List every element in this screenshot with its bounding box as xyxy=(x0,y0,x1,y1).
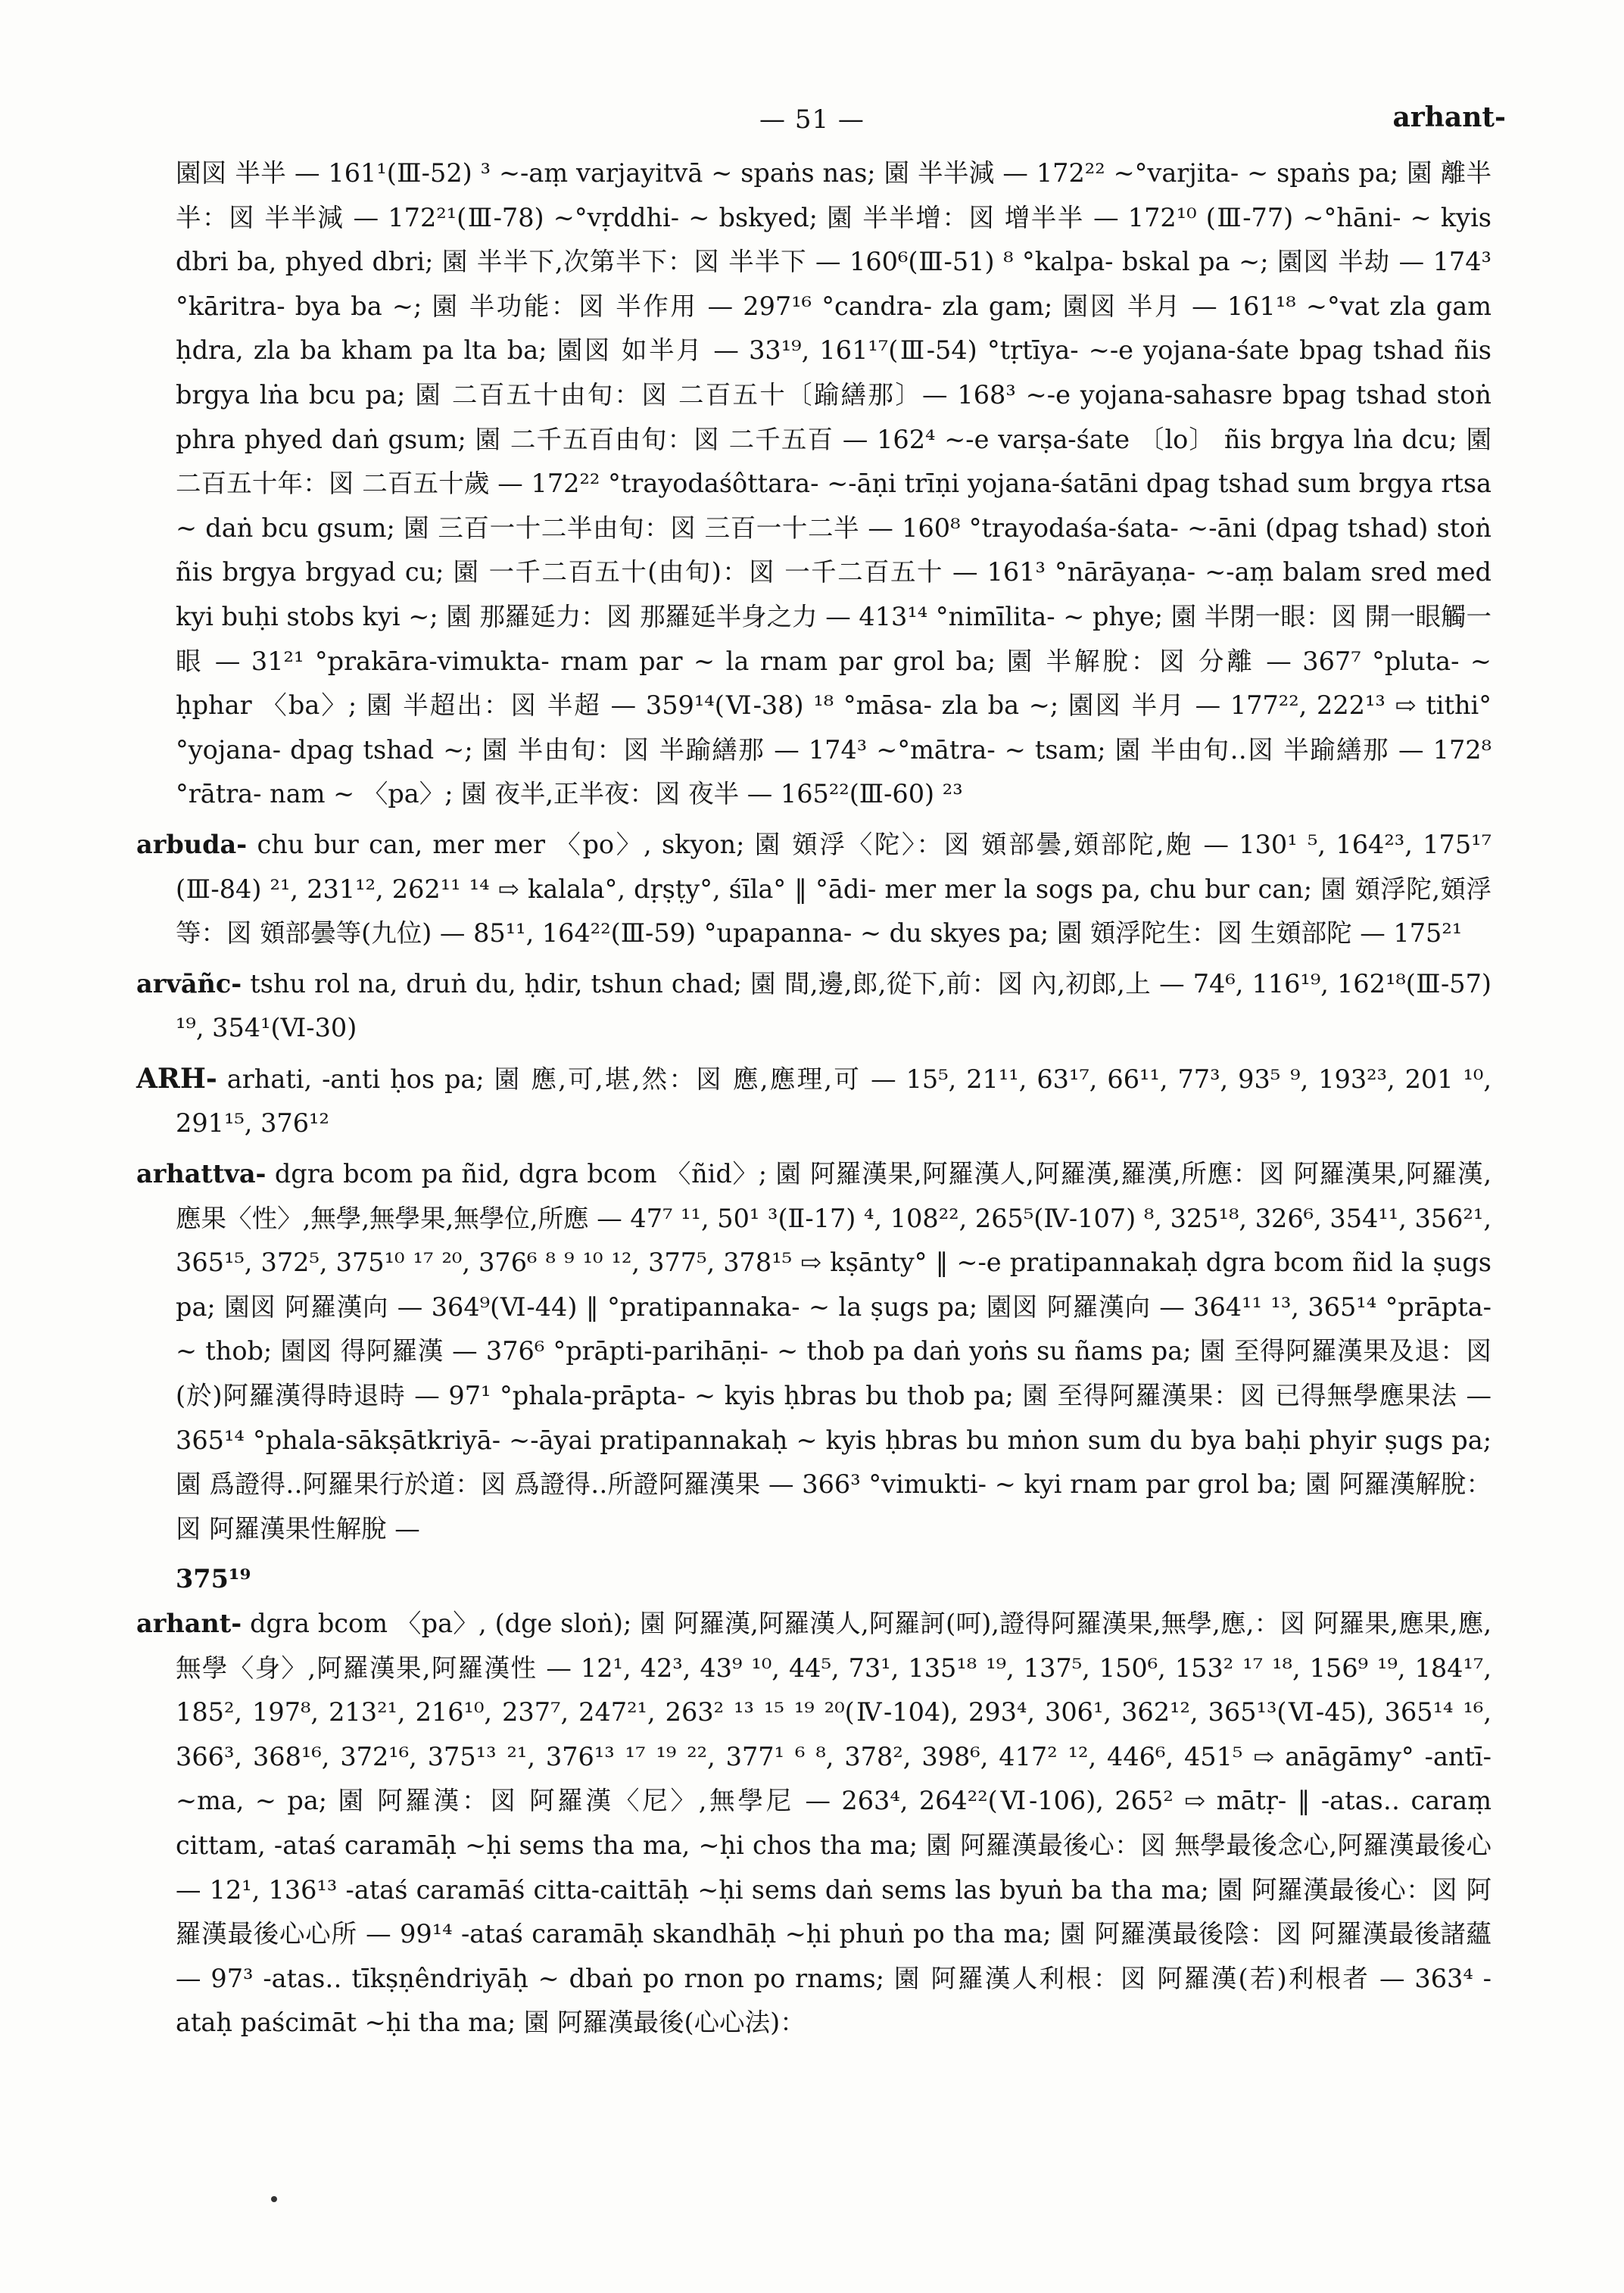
entry-text: chu bur can, mer mer 〈po〉, skyon; 園 頞浮〈陀〉：図 頞部曇,頞部陀,皰 — 130¹ ⁵, 164²³, 175¹⁷ (Ⅲ-84) ²¹, 231¹², 262¹¹ ¹⁴ ⇨ kalala°, dṛṣṭy°, śīla° ‖ °ādi- mer mer la sogs pa, chu bur can; 園 頞浮陀,頞浮等：図 頞部曇等(九位) — 85¹¹, 164²²(Ⅲ-59) °upapanna- ~ du skyes pa; 園 頞浮陀生：図 生頞部陀 — 175²¹ xyxy=(176,829,1492,949)
entry-arh xyxy=(136,1057,1492,1146)
entry-arvanc xyxy=(136,962,1492,1051)
entry-tail-reference: 375¹⁹ xyxy=(176,1564,251,1594)
headword: ARH- xyxy=(136,1062,217,1095)
headword: arbuda- xyxy=(136,829,248,859)
entry-arhattva xyxy=(136,1152,1492,1551)
page-body xyxy=(136,151,1492,2052)
continued-entry-text: 園図 半半 — 161¹(Ⅲ-52) ³ ~-aṃ varjayitvā ~ spaṅs nas; 園 半半減 — 172²² ~°varjita- ~ spaṅs pa; 園 離半半：図 半半減 — 172²¹(Ⅲ-78) ~°vṛddhi- ~ bskyed; 園 半半增：図 增半半 — 172¹⁰ (Ⅲ-77) ~°hāni- ~ kyis dbri ba, phyed dbri; 園 半半下,次第半下：図 半半下 — 160⁶(Ⅲ-51) ⁸ °kalpa- bskal pa ~; 園図 半劫 — 174³ °kāritra- bya ba ~; 園 半功能：図 半作用 — 297¹⁶ °candra- zla gam; 園図 半月 — 161¹⁸ ~°vat zla gam ḥdra, zla ba kham pa lta ba; 園図 如半月 — 33¹⁹, 161¹⁷(Ⅲ-54) °tṛtīya- ~-e yojana-śate bpag tshad ñis brgya lṅa bcu pa; 園 二百五十由旬：図 二百五十〔踰繕那〕— 168³ ~-e yojana-sahasre bpag tshad stoṅ phra phyed daṅ gsum; 園 二千五百由旬：図 二千五百 — 162⁴ ~-e varṣa-śate 〔lo〕 ñis brgya lṅa dcu; 園 二百五十年：図 二百五十歲 — 172²² °trayodaśôttara- ~-āṇi trīṇi yojana-śatāni dpag tshad sum brgya rtsa ~ daṅ bcu gsum; 園 三百一十二半由旬：図 三百一十二半 — 160⁸ °trayodaśa-śata- ~-āni (dpag tshad) stoṅ ñis brgya brgyad cu; 園 一千二百五十(由旬)：図 一千二百五十 — 161³ °nārāyaṇa- ~-aṃ balam sred med kyi buḥi stobs kyi ~; 園 那羅延力：図 那羅延半身之力 — 413¹⁴ °nimīlita- ~ phye; 園 半閉一眼：図 開一眼觸一眼 — 31²¹ °prakāra-vimukta- rnam par ~ la rnam par grol ba; 園 半解脫：図 分離 — 367⁷ °pluta- ~ ḥphar 〈ba〉; 園 半超出：図 半超 — 359¹⁴(Ⅵ-38) ¹⁸ °māsa- zla ba ~; 園図 半月 — 177²², 222¹³ ⇨ tithi° °yojana- dpag tshad ~; 園 半由旬：図 半踰繕那 — 174³ ~°mātra- ~ tsam; 園 半由旬‥図 半踰繕那 — 172⁸ °rātra- nam ~ 〈pa〉; 園 夜半,正半夜：図 夜半 — 165²²(Ⅲ-60) ²³ xyxy=(176,158,1492,809)
headword: arhattva- xyxy=(136,1159,267,1189)
headword: arvāñc- xyxy=(136,968,242,999)
entry-text: dgra bcom pa ñid, dgra bcom 〈ñid〉; 園 阿羅漢果,阿羅漢人,阿羅漢,羅漢,所應：図 阿羅漢果,阿羅漢,應果〈性〉,無學,無學果,無學位,所應 — 47⁷ ¹¹, 50¹ ³(Ⅱ-17) ⁴, 108²², 265⁵(Ⅳ-107) ⁸, 325¹⁸, 326⁶, 354¹¹, 356²¹, 365¹⁵, 372⁵, 375¹⁰ ¹⁷ ²⁰, 376⁶ ⁸ ⁹ ¹⁰ ¹², 377⁵, 378¹⁵ ⇨ kṣānty° ‖ ~-e pratipannakaḥ dgra bcom ñid la ṣugs pa; 園図 阿羅漢向 — 364⁹(Ⅵ-44) ‖ °pratipannaka- ~ la ṣugs pa; 園図 阿羅漢向 — 364¹¹ ¹³, 365¹⁴ °prāpta- ~ thob; 園図 得阿羅漢 — 376⁶ °prāpti-parihāṇi- ~ thob pa daṅ yoṅs su ñams pa; 園 至得阿羅漢果及退：図 (於)阿羅漢得時退時 — 97¹ °phala-prāpta- ~ kyis ḥbras bu thob pa; 園 至得阿羅漢果：図 已得無學應果法 — 365¹⁴ °phala-sākṣātkriyā- ~-āyai pratipannakaḥ ~ kyis ḥbras bu mṅon sum du bya baḥi phyir ṣugs pa; 園 爲證得‥阿羅果行於道：図 爲證得‥所證阿羅漢果 — 366³ °vimukti- ~ kyi rnam par grol ba; 園 阿羅漢解脫：図 阿羅漢果性解脫 — xyxy=(176,1159,1492,1544)
stray-dot xyxy=(271,2196,277,2202)
headword: arhant- xyxy=(136,1609,242,1638)
page-number: — 51 — xyxy=(759,104,865,135)
entry-arhant xyxy=(136,1602,1492,2045)
entry-arbuda xyxy=(136,823,1492,956)
running-head: arhant- xyxy=(1392,101,1506,133)
entry-text: tshu rol na, druṅ du, ḥdir, tshun chad; 園 間,邊,郎,從下,前：図 內,初郎,上 — 74⁶, 116¹⁹, 162¹⁸(Ⅲ-57) ¹⁹, 354¹(Ⅵ-30) xyxy=(176,968,1492,1043)
entry-text: dgra bcom 〈pa〉, (dge sloṅ); 園 阿羅漢,阿羅漢人,阿羅訶(呵),證得阿羅漢果,無學,應,：図 阿羅果,應果,應,無學〈身〉,阿羅漢果,阿羅漢性 — 12¹, 42³, 43⁹ ¹⁰, 44⁵, 73¹, 135¹⁸ ¹⁹, 137⁵, 150⁶, 153² ¹⁷ ¹⁸, 156⁹ ¹⁹, 184¹⁷, 185², 197⁸, 213²¹, 216¹⁰, 237⁷, 247²¹, 263² ¹³ ¹⁵ ¹⁹ ²⁰(Ⅳ-104), 293⁴, 306¹, 362¹², 365¹³(Ⅵ-45), 365¹⁴ ¹⁶, 366³, 368¹⁶, 372¹⁶, 375¹³ ²¹, 376¹³ ¹⁷ ¹⁹ ²², 377¹ ⁶ ⁸, 378², 398⁶, 417² ¹², 446⁶, 451⁵ ⇨ anāgāmy° -antī- ~ma, ~ pa; 園 阿羅漢：図 阿羅漢〈尼〉,無學尼 — 263⁴, 264²²(Ⅵ-106), 265² ⇨ mātṛ- ‖ -atas‥ caraṃ cittam, -ataś caramāḥ ~ḥi sems tha ma, ~ḥi chos tha ma; 園 阿羅漢最後心：図 無學最後念心,阿羅漢最後心 — 12¹, 136¹³ -ataś caramāś citta-caittāḥ ~ḥi sems daṅ sems las byuṅ ba tha ma; 園 阿羅漢最後心：図 阿羅漢最後心心所 — 99¹⁴ -ataś caramāḥ skandhāḥ ~ḥi phuṅ po tha ma; 園 阿羅漢最後陰：図 阿羅漢最後諸蘊 — 97³ -atas‥ tīkṣṇêndriyāḥ ~ dbaṅ po rnon po rnams; 園 阿羅漢人利根：図 阿羅漢(若)利根者 — 363⁴ -ataḥ paścimāt ~ḥi tha ma; 園 阿羅漢最後(心心法)： xyxy=(176,1609,1492,2038)
entry-text: arhati, -anti ḥos pa; 園 應,可,堪,然：図 應,應理,可 — 15⁵, 21¹¹, 63¹⁷, 66¹¹, 77³, 93⁵ ⁹, 193²³, 201 ¹⁰, 291¹⁵, 376¹² xyxy=(176,1064,1492,1139)
